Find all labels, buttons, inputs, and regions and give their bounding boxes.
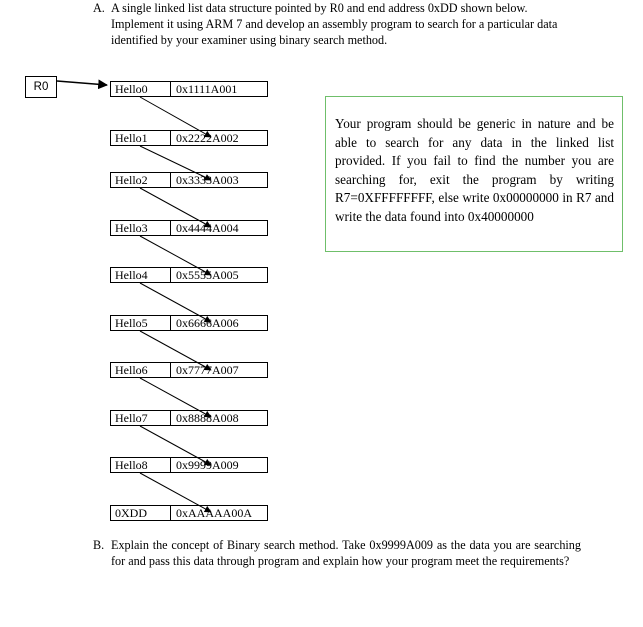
link-arrow [140, 473, 211, 512]
node-data: Hello4 [111, 268, 171, 282]
r0-pointer-arrow [57, 81, 107, 85]
node-next-address: 0x9999A009 [176, 458, 239, 472]
node-data: Hello0 [111, 82, 171, 96]
link-arrow [140, 378, 211, 417]
question-a-text: A single linked list data structure pointed by R0 and end address 0xDD shown below. Implement it using ARM 7 and develop an assembly program to search for a particular data identified by your examiner using binary search method. [111, 1, 558, 47]
node-next-address: 0x6666A006 [176, 316, 239, 330]
node-data: Hello2 [111, 173, 171, 187]
question-b [93, 537, 581, 569]
node-data: Hello8 [111, 458, 171, 472]
node-next-address: 0x8888A008 [176, 411, 239, 425]
node-next-address: 0x1111A001 [176, 82, 238, 96]
link-arrow [140, 146, 211, 180]
question-a-label: A. [93, 1, 105, 15]
node-next-address: 0x7777A007 [176, 363, 239, 377]
link-arrow [140, 331, 211, 370]
link-arrow [140, 283, 211, 322]
question-b-label: B. [93, 538, 105, 552]
node-next-address: 0x4444A004 [176, 221, 239, 235]
node-data: Hello7 [111, 411, 171, 425]
r0-register-box: R0 [25, 76, 57, 98]
node-next-address: 0x3333A003 [176, 173, 239, 187]
node-next-address: 0x5555A005 [176, 268, 239, 282]
question-b-text: Explain the concept of Binary search method. Take 0x9999A009 as the data you are searching for and pass this data through program and explain how your program meet the requirements? [111, 538, 581, 568]
node-data: Hello6 [111, 363, 171, 377]
link-arrow [140, 236, 211, 275]
link-arrow [140, 426, 211, 465]
node-data: Hello3 [111, 221, 171, 235]
node-next-address: 0x2222A002 [176, 131, 239, 145]
node-data: Hello1 [111, 131, 171, 145]
node-data: Hello5 [111, 316, 171, 330]
node-next-address: 0xAAAAA00A [176, 506, 252, 520]
requirements-note: Your program should be generic in nature and be able to search for any data in the linked list provided. If you fail to find the number you are searching for, exit the program by writing R7=0XFFFFFFFF, else write 0x00000000 in R7 and write the data found into 0x40000000 [325, 96, 623, 252]
link-arrow [140, 188, 211, 227]
node-data: 0XDD [111, 506, 171, 520]
link-arrow [140, 97, 211, 137]
